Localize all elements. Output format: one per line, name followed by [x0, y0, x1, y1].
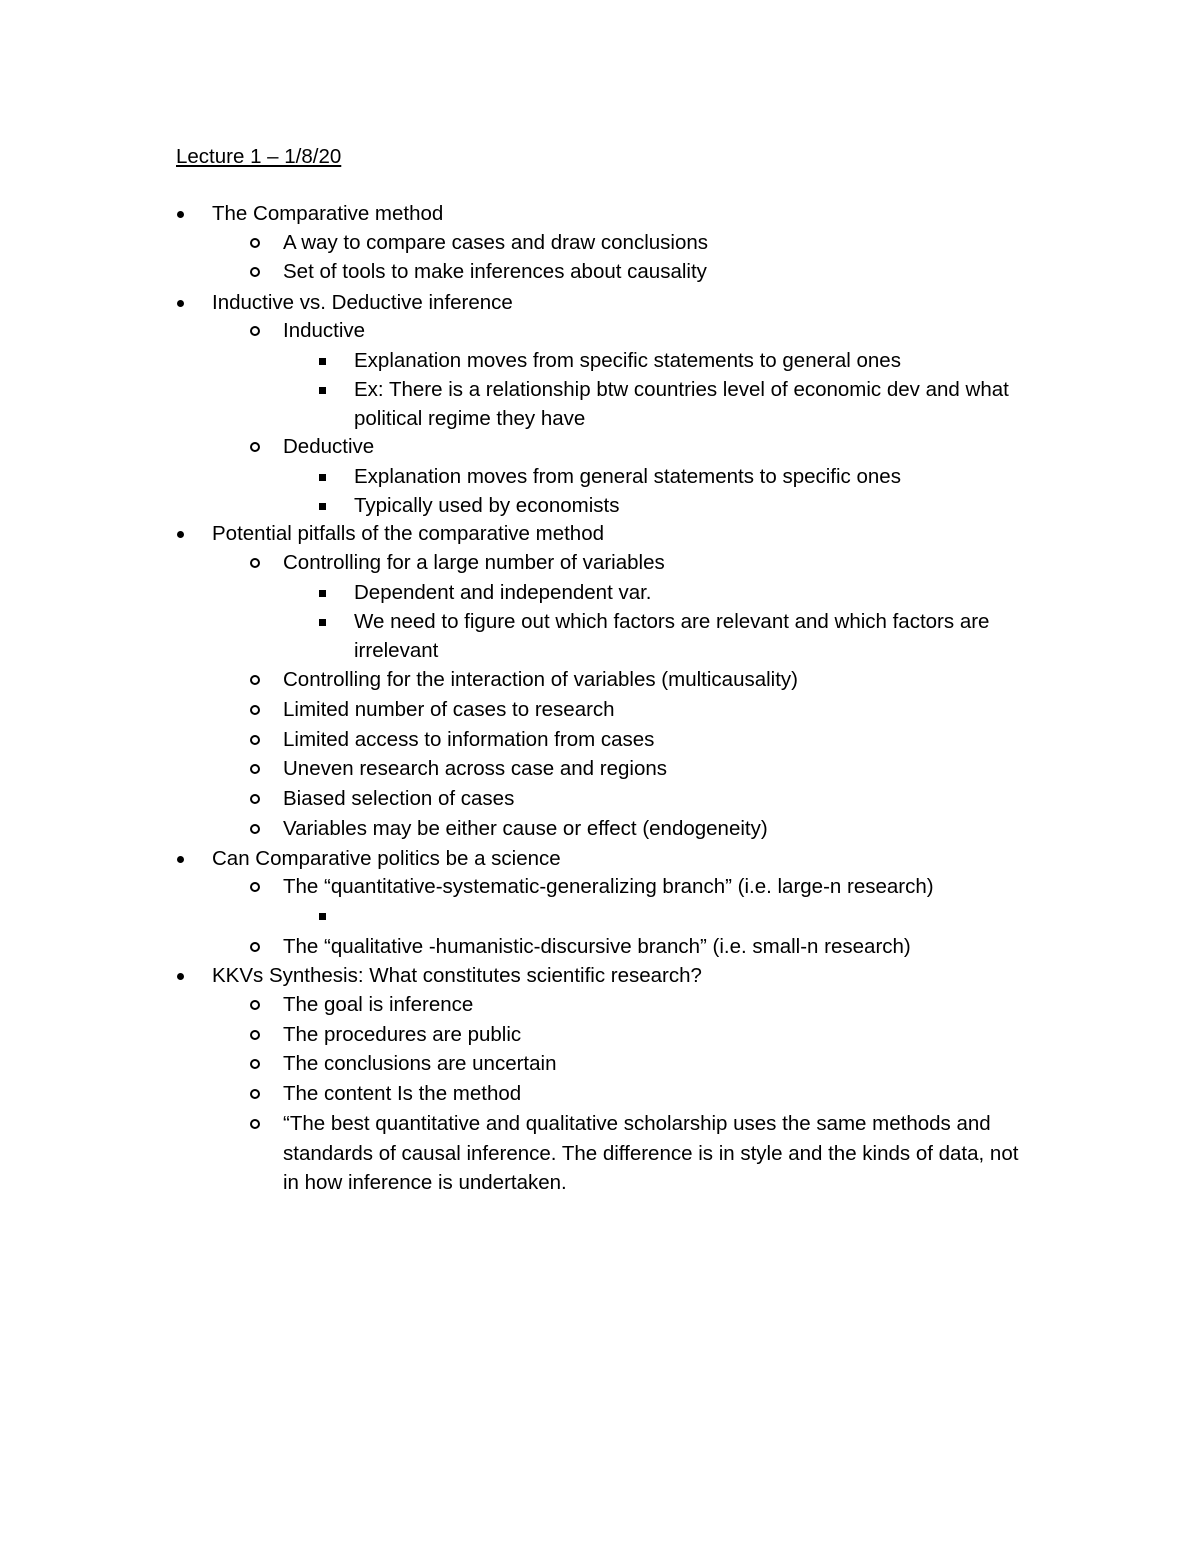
bullet-circle-icon [245, 258, 265, 286]
bullet-circle-icon [245, 696, 265, 724]
sub-bullet-item [283, 1080, 521, 1108]
sub-sub-bullet-item [354, 579, 652, 607]
bullet-circle-icon [245, 991, 265, 1019]
bullet-square-icon [312, 347, 332, 375]
bullet-square-icon [312, 902, 332, 930]
bullet-square-icon [312, 463, 332, 491]
sub-bullet-item [283, 1110, 991, 1138]
bullet-text: The Comparative method [212, 202, 444, 225]
bullet-text: The conclusions are uncertain [283, 1052, 557, 1075]
sub-bullet-item [283, 873, 934, 901]
bullet-text-continuation: in how inference is undertaken. [283, 1171, 567, 1194]
sub-bullet-item [283, 696, 615, 724]
bullet-item [212, 520, 604, 548]
bullet-text: Controlling for a large number of variables [283, 551, 665, 574]
bullet-circle-icon [245, 726, 265, 754]
bullet-text: Can Comparative politics be a science [212, 847, 561, 870]
sub-bullet-item [283, 991, 473, 1019]
bullet-text: A way to compare cases and draw conclusions [283, 231, 709, 254]
sub-sub-bullet-item [354, 376, 1009, 404]
bullet-circle-icon [245, 1050, 265, 1078]
sub-bullet-item [283, 549, 665, 577]
sub-sub-bullet-item [354, 608, 989, 636]
bullet-text: The content Is the method [283, 1082, 522, 1105]
bullet-text: We need to figure out which factors are relevant and which factors are [354, 610, 990, 633]
bullet-text: Explanation moves from general statements to specific ones [354, 465, 901, 488]
bullet-text: Set of tools to make inferences about causality [283, 260, 707, 283]
sub-sub-bullet-item [354, 347, 901, 375]
sub-bullet-item [283, 933, 911, 961]
bullet-text: Inductive vs. Deductive inference [212, 291, 513, 314]
sub-bullet-item [283, 317, 365, 345]
bullet-square-icon [312, 608, 332, 636]
bullet-circle-icon [245, 1110, 265, 1138]
bullet-square-icon [312, 579, 332, 607]
bullet-item [212, 845, 561, 873]
bullet-circle-icon [245, 1021, 265, 1049]
bullet-text-continuation: standards of causal inference. The difference is in style and the kinds of data, not [283, 1142, 1019, 1165]
sub-bullet-item [283, 229, 708, 257]
bullet-circle-icon [245, 666, 265, 694]
bullet-square-icon [312, 492, 332, 520]
bullet-text: Dependent and independent var. [354, 581, 652, 604]
bullet-dot-icon [170, 289, 190, 317]
bullet-text-continuation: political regime they have [354, 407, 586, 430]
bullet-circle-icon [245, 933, 265, 961]
bullet-dot-icon [170, 520, 190, 548]
sub-bullet-item [283, 1050, 557, 1078]
bullet-text: KKVs Synthesis: What constitutes scientific research? [212, 964, 702, 987]
bullet-text: “The best quantitative and qualitative scholarship uses the same methods and [283, 1112, 991, 1135]
bullet-text: Variables may be either cause or effect (endogeneity) [283, 817, 768, 840]
bullet-text: The “qualitative -humanistic-discursive branch” (i.e. small-n research) [283, 935, 911, 958]
page-title: Lecture 1 – 1/8/20 [176, 145, 342, 168]
bullet-item [212, 962, 702, 990]
bullet-text-continuation: irrelevant [354, 639, 439, 662]
bullet-text: Limited access to information from cases [283, 728, 655, 751]
sub-bullet-item [283, 755, 667, 783]
bullet-circle-icon [245, 815, 265, 843]
bullet-text: Ex: There is a relationship btw countries level of economic dev and what [354, 378, 1009, 401]
bullet-dot-icon [170, 845, 190, 873]
bullet-dot-icon [170, 962, 190, 990]
bullet-text: Explanation moves from specific statements to general ones [354, 349, 901, 372]
bullet-text: Typically used by economists [354, 494, 620, 517]
bullet-circle-icon [245, 317, 265, 345]
bullet-circle-icon [245, 1080, 265, 1108]
bullet-item [212, 200, 443, 228]
bullet-text: Potential pitfalls of the comparative method [212, 522, 604, 545]
bullet-circle-icon [245, 755, 265, 783]
bullet-item [212, 289, 513, 317]
sub-bullet-item [283, 1021, 521, 1049]
bullet-text: Inductive [283, 319, 366, 342]
sub-bullet-item [283, 433, 374, 461]
sub-bullet-item [283, 815, 768, 843]
bullet-text: The goal is inference [283, 993, 474, 1016]
bullet-circle-icon [245, 873, 265, 901]
bullet-text: Controlling for the interaction of variables (multicausality) [283, 668, 799, 691]
bullet-circle-icon [245, 229, 265, 257]
bullet-text: Deductive [283, 435, 375, 458]
bullet-dot-icon [170, 200, 190, 228]
bullet-text: The “quantitative-systematic-generalizing branch” (i.e. large-n research) [283, 875, 934, 898]
bullet-text: Biased selection of cases [283, 787, 515, 810]
sub-bullet-item [283, 258, 707, 286]
bullet-text: Limited number of cases to research [283, 698, 615, 721]
bullet-square-icon [312, 376, 332, 404]
sub-sub-bullet-item [354, 463, 901, 491]
bullet-circle-icon [245, 785, 265, 813]
sub-bullet-item [283, 726, 654, 754]
sub-bullet-item [283, 785, 514, 813]
sub-bullet-item [283, 666, 798, 694]
bullet-text: Uneven research across case and regions [283, 757, 668, 780]
bullet-circle-icon [245, 549, 265, 577]
sub-sub-bullet-item [354, 492, 619, 520]
bullet-text: The procedures are public [283, 1023, 522, 1046]
bullet-circle-icon [245, 433, 265, 461]
